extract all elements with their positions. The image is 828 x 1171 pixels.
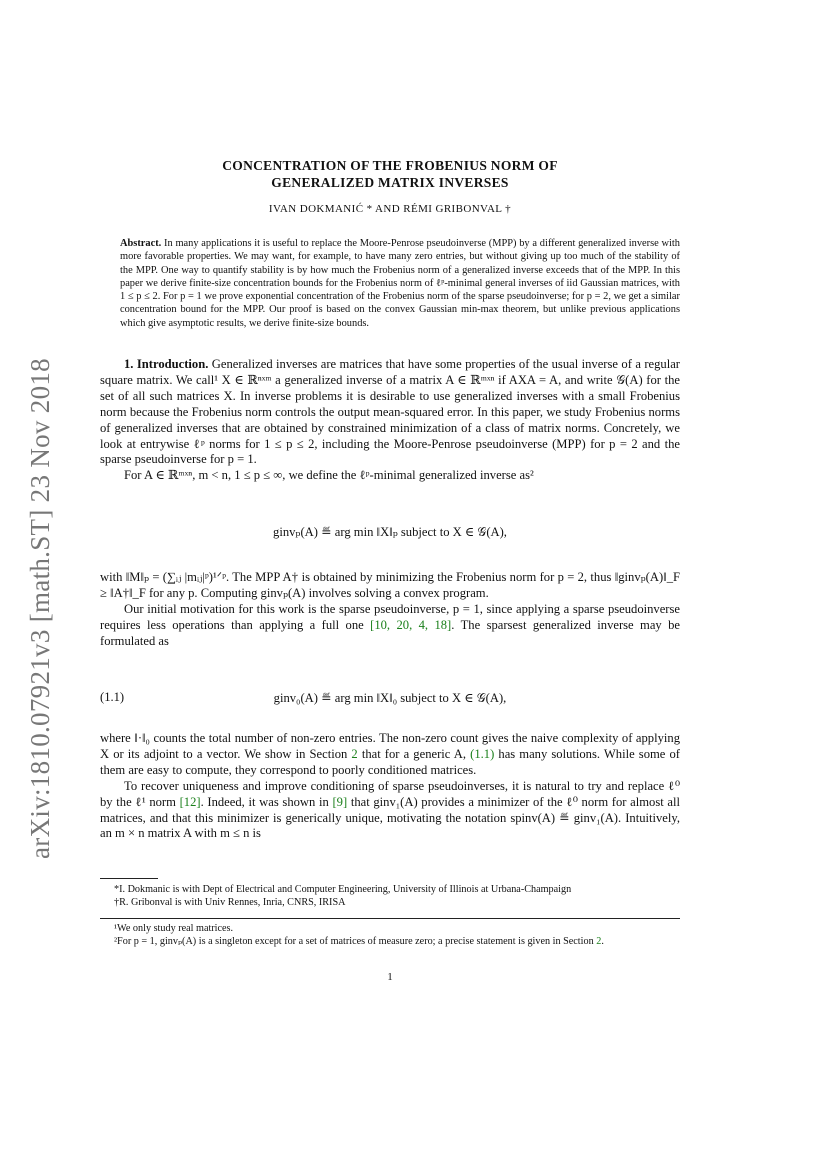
equation-ginv-0-text: ginv₀(A) ≝ arg min ‖X‖₀ subject to X ∈ 𝒢(A), bbox=[273, 691, 507, 705]
intro-paragraph-2: For A ∈ ℝᵐˣⁿ, m < n, 1 ≤ p ≤ ∞, we define the ℓᵖ-minimal generalized inverse as² bbox=[124, 468, 534, 483]
abstract bbox=[120, 237, 680, 330]
p5-text-b: that for a generic A, bbox=[357, 746, 471, 761]
title-line-2: GENERALIZED MATRIX INVERSES bbox=[271, 175, 509, 190]
page-number: 1 bbox=[387, 971, 393, 983]
abstract-text: In many applications it is useful to replace the Moore-Penrose pseudoinverse (MPP) by a different generalized inverse with more favorable properties. We may want, for example, to have many zero entries, but without giving up too much of the stability of the MPP. One way to quantify stability is by how much the Frobenius norm of a generalized inverse exceeds that of the MPP. In this paper we derive finite-size concentration bounds for the Frobenius norm of ℓᵖ-minimal general inverses of iid Gaussian matrices, with 1 ≤ p ≤ 2. For p = 1 we prove exponential concentration of the Frobenius norm of the sparse pseudoinverse; for p = 2, we get a similar concentration bound for the MPP. Our proof is based on the convex Gaussian min-max theorem, but unlike previous applications which give asymptotic results, we derive finite-size bounds. bbox=[120, 238, 680, 329]
intro-paragraph-5 bbox=[100, 731, 680, 779]
title-line-1: CONCENTRATION OF THE FROBENIUS NORM OF bbox=[222, 158, 558, 173]
p5-text-c: has many solutions. While some of them are easy to compute, they correspond to poorly conditioned matrices. bbox=[100, 746, 680, 777]
intro-paragraph-1 bbox=[100, 357, 680, 468]
numbered-footnotes bbox=[100, 922, 680, 948]
footnote-section-ref-link[interactable]: 2 bbox=[596, 936, 602, 948]
citation-link-12[interactable]: [12] bbox=[179, 794, 201, 809]
equation-number: (1.1) bbox=[100, 690, 125, 704]
citation-link-group[interactable]: [10, 20, 4, 18] bbox=[370, 617, 452, 632]
footnote-author-1: *I. Dokmanic is with Dept of Electrical and Computer Engineering, University of Illinois at Urbana-Champaign bbox=[114, 884, 572, 895]
section-heading: 1. Introduction. bbox=[124, 357, 209, 371]
footnote-author-2: †R. Gribonval is with Univ Rennes, Inria, CNRS, IRISA bbox=[114, 897, 346, 909]
intro-block-3 bbox=[100, 731, 680, 842]
equation-ginv-p-text: ginvₚ(A) ≝ arg min ‖X‖ₚ subject to X ∈ 𝒢(A), bbox=[273, 525, 507, 539]
footnote-rule-full bbox=[100, 918, 680, 919]
abstract-label: Abstract. bbox=[120, 238, 162, 249]
fn2-text-a: ²For p = 1, ginvₚ(A) is a singleton except for a set of matrices of measure zero; a precise statement is given in Section bbox=[114, 936, 597, 948]
paper-title bbox=[100, 157, 680, 191]
arxiv-identifier-stamp bbox=[22, 344, 58, 872]
intro-p1-text: Generalized inverses are matrices that have some properties of the usual inverse of a regular square matrix. We call¹ X ∈ ℝⁿˣᵐ a generalized inverse of a matrix A ∈ ℝᵐˣⁿ if AXA = A, and write 𝒢(A) for the set of all such matrices X. In inverse problems it is desirable to use generalized inverses with a small Frobenius norm because the Frobenius norm controls the output mean-squared error. In this paper, we study Frobenius norms of generalized inverses that are obtained by constrained minimization of a class of matrix norms. Concretely, we look at entrywise ℓᵖ norms for 1 ≤ p ≤ 2, including the Moore-Penrose pseudoinverse (MPP) for p = 2 and the sparse pseudoinverse for p = 1. bbox=[100, 357, 680, 467]
p6-text-c: that ginv₁(A) provides a minimizer of the ℓ⁰ norm for almost all matrices, and that this minimizer is generically unique, motivating the notation spinv(A) ≝ ginv₁(A). Intuitively, an m × n matrix A with m ≤ n is bbox=[100, 794, 681, 841]
arxiv-id-text: arXiv:1810.07921v3 [math.ST] 23 Nov 2018 bbox=[24, 357, 55, 859]
intro-paragraph-6 bbox=[100, 779, 680, 843]
intro-paragraph-4 bbox=[100, 602, 680, 650]
p6-text-b: . Indeed, it was shown in bbox=[200, 794, 333, 809]
intro-block-1 bbox=[100, 357, 680, 484]
equation-ref-link[interactable]: (1.1) bbox=[470, 746, 495, 761]
citation-link-9[interactable]: [9] bbox=[332, 794, 348, 809]
footnote-rule-short bbox=[100, 878, 158, 879]
p6-text-a: To recover uniqueness and improve conditioning of sparse pseudoinverses, it is natural to try and replace ℓ⁰ by the ℓ¹ norm bbox=[100, 778, 680, 809]
fn2-text-b: . bbox=[601, 936, 604, 948]
p5-text-a: where ‖·‖₀ counts the total number of non-zero entries. The non-zero count gives the naive complexity of applying X or its adjoint to a vector. We show in Section bbox=[100, 731, 680, 761]
p4-text-a: Our initial motivation for this work is the sparse pseudoinverse, p = 1, since applying a sparse pseudoinverse requires less operations than applying a full one bbox=[100, 601, 680, 632]
intro-block-2 bbox=[100, 570, 680, 650]
section-ref-link[interactable]: 2 bbox=[351, 746, 358, 761]
footnote-1: ¹We only study real matrices. bbox=[114, 923, 234, 934]
intro-paragraph-3: with ‖M‖ₚ = (∑ᵢⱼ |mᵢⱼ|ᵖ)¹ᐟᵖ. The MPP A† is obtained by minimizing the Frobenius norm for p = 2, thus ‖ginvₚ(A)‖_F ≥ ‖A†‖_F for any p. Computing ginvₚ(A) involves solving a convex program. bbox=[100, 570, 680, 600]
author-line: IVAN DOKMANIĆ * AND RÉMI GRIBONVAL † bbox=[268, 203, 512, 215]
footnote-2 bbox=[100, 935, 680, 948]
p4-text-b: . The sparsest generalized inverse may be formulated as bbox=[100, 617, 681, 648]
author-footnotes bbox=[100, 883, 680, 909]
